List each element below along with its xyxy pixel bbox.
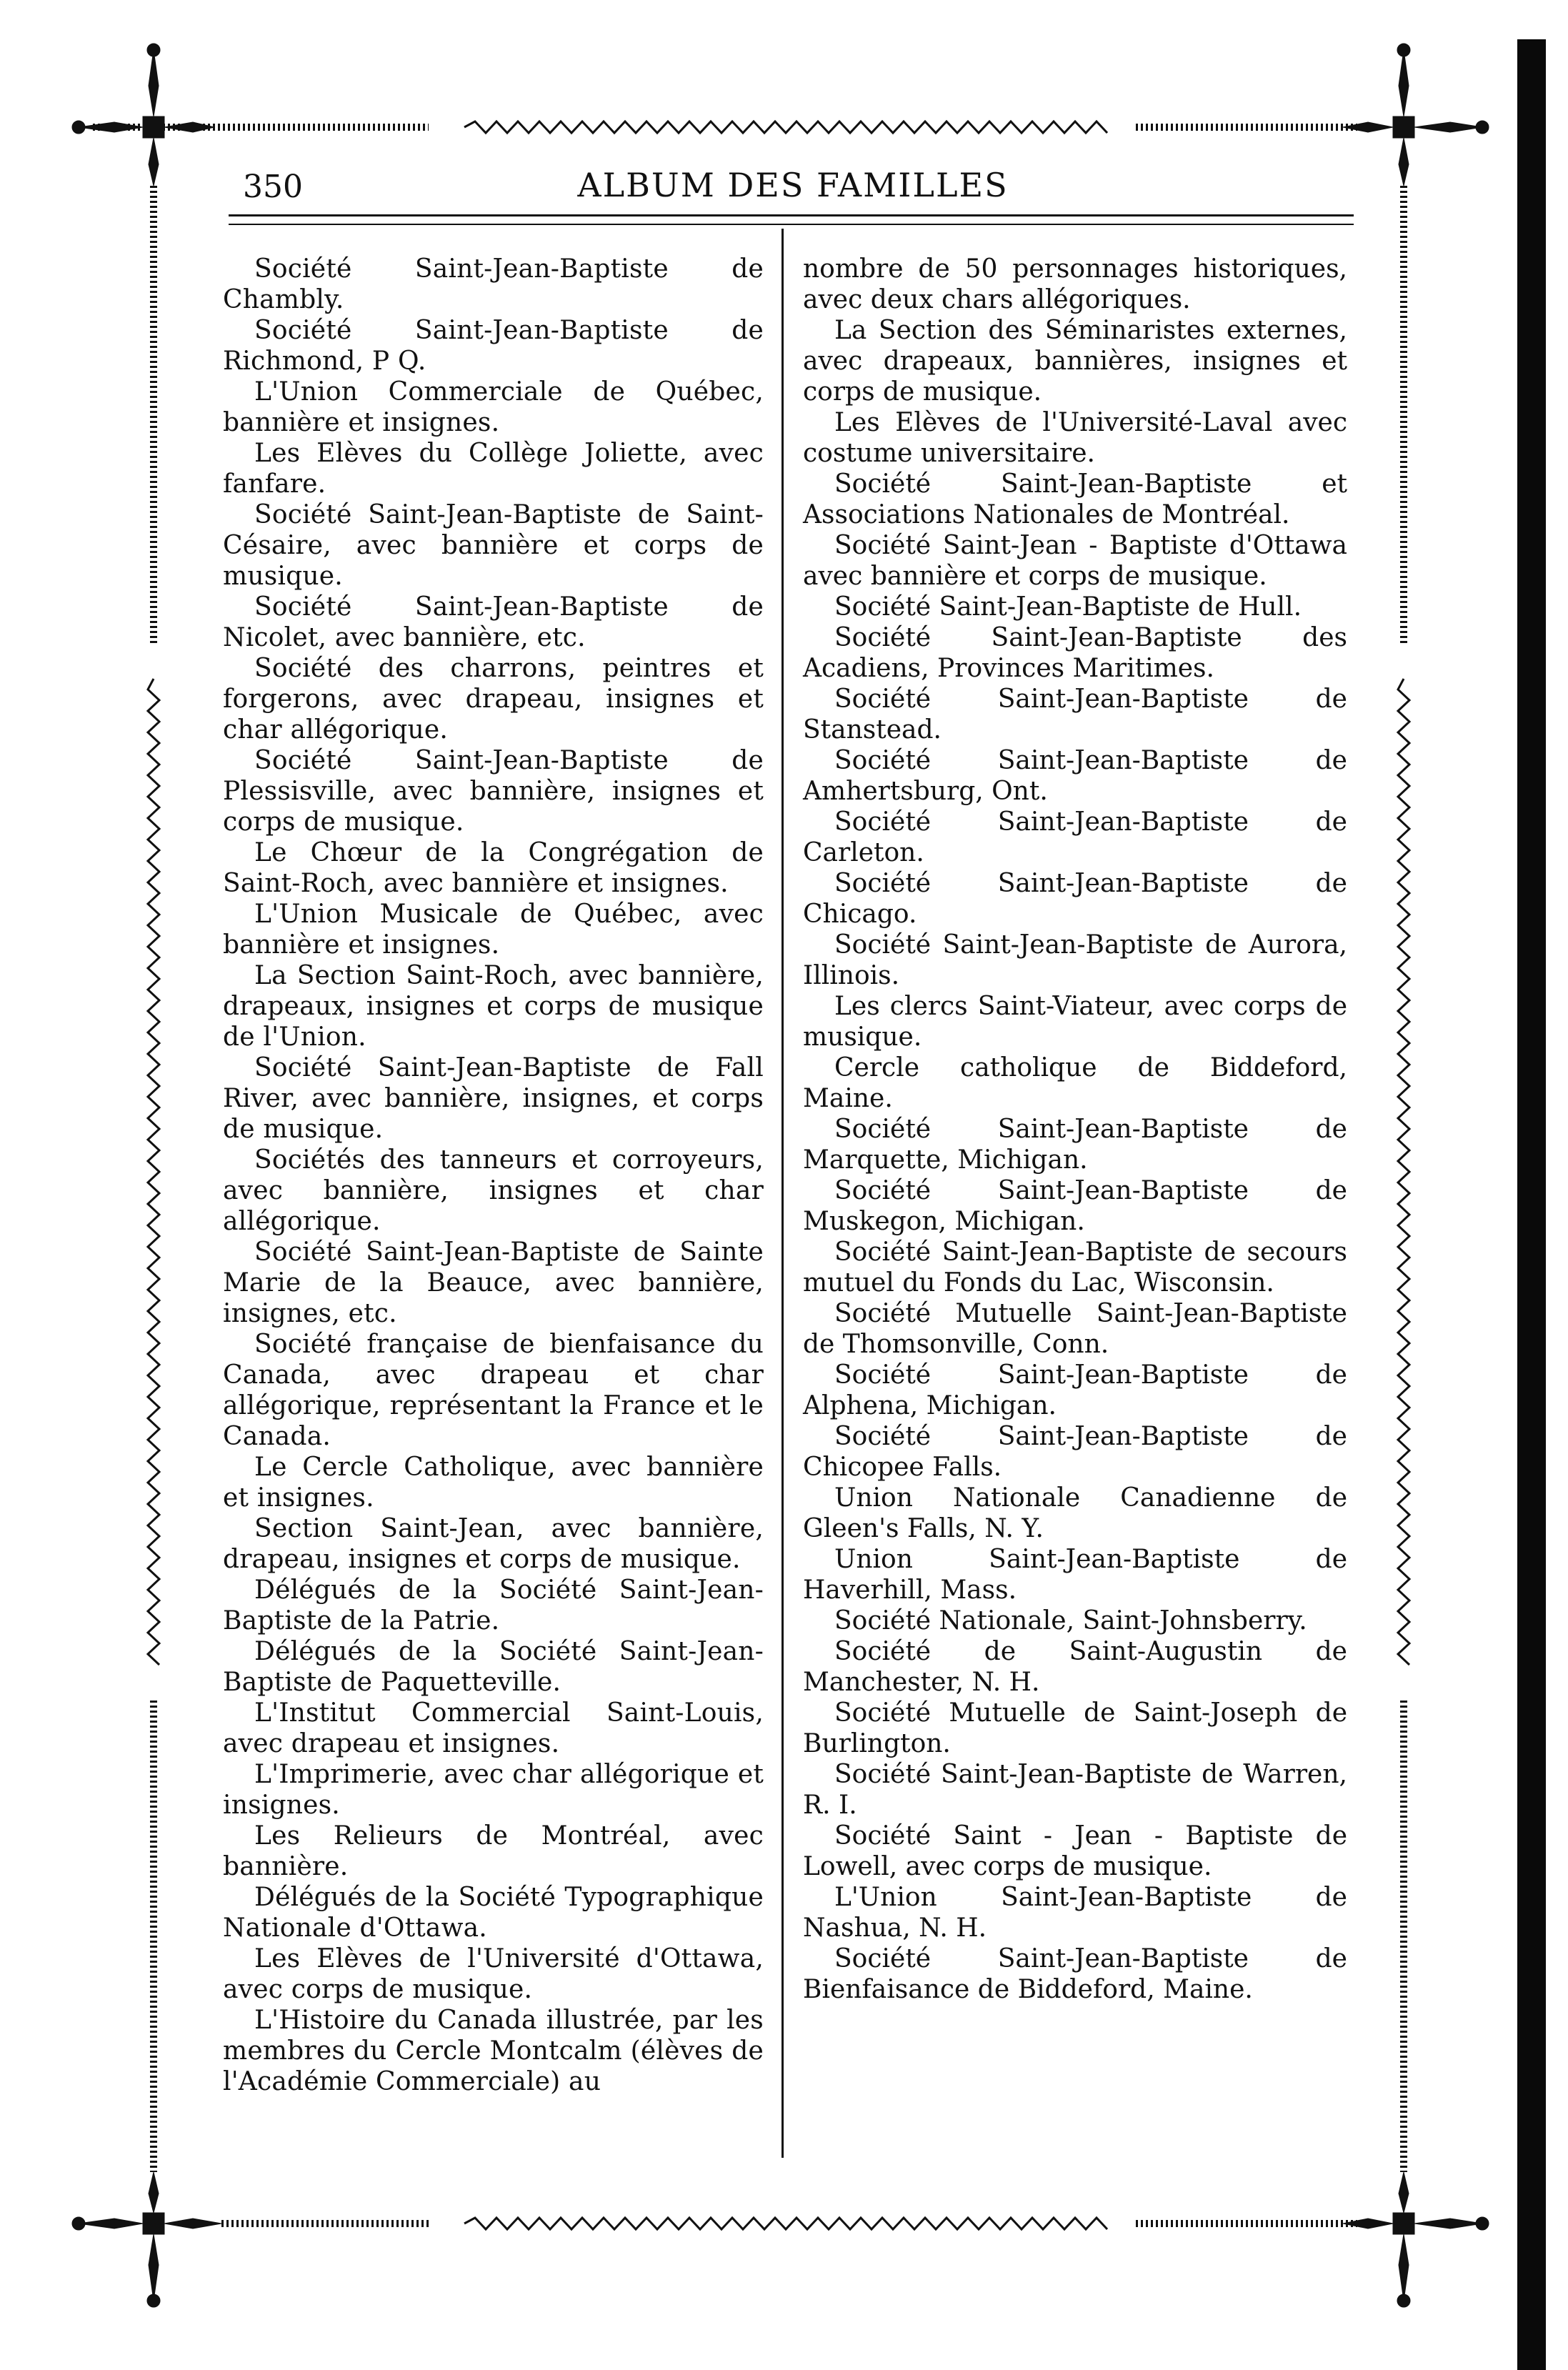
list-item: Société Saint-Jean-Baptiste de Plessisville, avec bannière, insignes et corps de musique. (223, 746, 764, 837)
list-item: Société Saint-Jean-Baptiste des Acadiens, Provinces Maritimes. (803, 623, 1347, 683)
list-item: Société Mutuelle Saint-Jean-Baptiste de Thomsonville, Conn. (803, 1299, 1347, 1359)
list-item: Société Saint-Jean-Baptiste de Chicago. (803, 869, 1347, 929)
list-item: Société Saint-Jean - Baptiste d'Ottawa avec bannière et corps de musique. (803, 531, 1347, 591)
list-item: L'Histoire du Canada illustrée, par les membres du Cercle Montcalm (élèves de l'Académie Commerciale) au (223, 2006, 764, 2096)
list-item: Société Saint-Jean-Baptiste de Alphena, Michigan. (803, 1360, 1347, 1420)
list-item: Société Saint-Jean-Baptiste de Hull. (834, 592, 1302, 622)
list-item: Les Elèves du Collège Joliette, avec fanfare. (223, 439, 764, 499)
list-item: Société des charrons, peintres et forgerons, avec drapeau, insignes et char allégorique. (223, 654, 764, 745)
list-item: Société Saint - Jean - Baptiste de Lowell, avec corps de musique. (803, 1821, 1347, 1881)
list-item: Société Saint-Jean-Baptiste de Stanstead. (803, 684, 1347, 745)
corner-ornament-bottom-left (72, 2172, 221, 2307)
list-item: Société de Saint-Augustin de Manchester, N. H. (803, 1637, 1347, 1697)
list-item: Société Saint-Jean-Baptiste de Richmond, P Q. (223, 316, 764, 376)
list-item: L'Imprimerie, avec char allégorique et insignes. (223, 1760, 764, 1820)
list-item: La Section Saint-Roch, avec bannière, drapeaux, insignes et corps de musique de l'Union. (223, 961, 764, 1052)
corner-ornament-bottom-right (1343, 2172, 1489, 2307)
list-item: Délégués de la Société Saint-Jean-Baptiste de la Patrie. (223, 1575, 764, 1635)
list-item: Les Relieurs de Montréal, avec bannière. (223, 1821, 764, 1881)
list-item: Société Saint-Jean-Baptiste de Saint-Césaire, avec bannière et corps de musique. (223, 500, 764, 591)
list-item: Cercle catholique de Biddeford, Maine. (803, 1053, 1347, 1113)
list-item: Société Saint-Jean-Baptiste et Associations Nationales de Montréal. (803, 469, 1347, 529)
list-item: Société Saint-Jean-Baptiste de Muskegon, Michigan. (803, 1176, 1347, 1236)
list-item: L'Union Commerciale de Québec, bannière et insignes. (223, 377, 764, 437)
list-item: Société Saint-Jean-Baptiste de Nicolet, avec bannière, etc. (223, 592, 764, 652)
list-item: Société Saint-Jean-Baptiste de Aurora, Illinois. (803, 930, 1347, 990)
header-rule (229, 214, 1354, 225)
list-item: Le Cercle Catholique, avec bannière et insignes. (223, 1453, 764, 1513)
page-header (229, 159, 1357, 216)
running-title: ALBUM DES FAMILLES (577, 166, 1009, 204)
list-item: Société Saint-Jean-Baptiste de Carleton. (803, 807, 1347, 867)
list-item: L'Institut Commercial Saint-Louis, avec drapeau et insignes. (223, 1698, 764, 1758)
list-item: Société française de bienfaisance du Canada, avec drapeau et char allégorique, représentant la France et le Canada. (223, 1330, 764, 1451)
list-item: Société Saint-Jean-Baptiste de Warren, R. I. (803, 1760, 1347, 1820)
list-item: Société Saint-Jean-Baptiste de Sainte Marie de la Beauce, avec bannière, insignes, etc. (223, 1238, 764, 1328)
list-item: Société Saint-Jean-Baptiste de Chicopee Falls. (803, 1422, 1347, 1482)
list-item: Union Nationale Canadienne de Gleen's Falls, N. Y. (803, 1483, 1347, 1543)
list-item: Société Saint-Jean-Baptiste de Fall River, avec bannière, insignes, et corps de musique. (223, 1053, 764, 1144)
list-item: Société Saint-Jean-Baptiste de Marquette, Michigan. (803, 1115, 1347, 1175)
list-item: Les clercs Saint-Viateur, avec corps de musique. (803, 992, 1347, 1052)
left-column (223, 254, 764, 2097)
page-edge-shadow (1517, 39, 1546, 2370)
corner-ornament-top-left (72, 44, 214, 186)
list-item: L'Union Saint-Jean-Baptiste de Nashua, N. H. (803, 1883, 1347, 1943)
list-item: Société Saint-Jean-Baptiste de Amhertsburg, Ont. (803, 746, 1347, 806)
list-item: Les Elèves de l'Université d'Ottawa, avec corps de musique. (223, 1944, 764, 2004)
list-item: Société Saint-Jean-Baptiste de Chambly. (223, 254, 764, 314)
right-column (803, 254, 1347, 2005)
list-item: L'Union Musicale de Québec, avec bannière et insignes. (223, 900, 764, 960)
list-item: Sociétés des tanneurs et corroyeurs, avec bannière, insignes et char allégorique. (223, 1145, 764, 1236)
list-item: nombre de 50 personnages historiques, avec deux chars allégoriques. (803, 254, 1347, 314)
list-item: Union Saint-Jean-Baptiste de Haverhill, Mass. (803, 1545, 1347, 1605)
list-item: Délégués de la Société Saint-Jean-Baptiste de Paquetteville. (223, 1637, 764, 1697)
list-item: Société Mutuelle de Saint-Joseph de Burlington. (803, 1698, 1347, 1758)
list-item: Société Nationale, Saint-Johnsberry. (834, 1606, 1307, 1635)
list-item: Société Saint-Jean-Baptiste de Bienfaisance de Biddeford, Maine. (803, 1944, 1347, 2004)
list-item: Délégués de la Société Typographique Nationale d'Ottawa. (223, 1883, 764, 1943)
list-item: Le Chœur de la Congrégation de Saint-Roch, avec bannière et insignes. (223, 838, 764, 898)
list-item: Les Elèves de l'Université-Laval avec costume universitaire. (803, 408, 1347, 468)
column-separator (781, 229, 784, 2158)
list-item: Section Saint-Jean, avec bannière, drapeau, insignes et corps de musique. (223, 1514, 764, 1574)
list-item: La Section des Séminaristes externes, avec drapeaux, bannières, insignes et corps de musique. (803, 316, 1347, 407)
list-item: Société Saint-Jean-Baptiste de secours mutuel du Fonds du Lac, Wisconsin. (803, 1238, 1347, 1298)
page-number: 350 (243, 169, 303, 205)
corner-ornament-top-right (1343, 44, 1489, 186)
